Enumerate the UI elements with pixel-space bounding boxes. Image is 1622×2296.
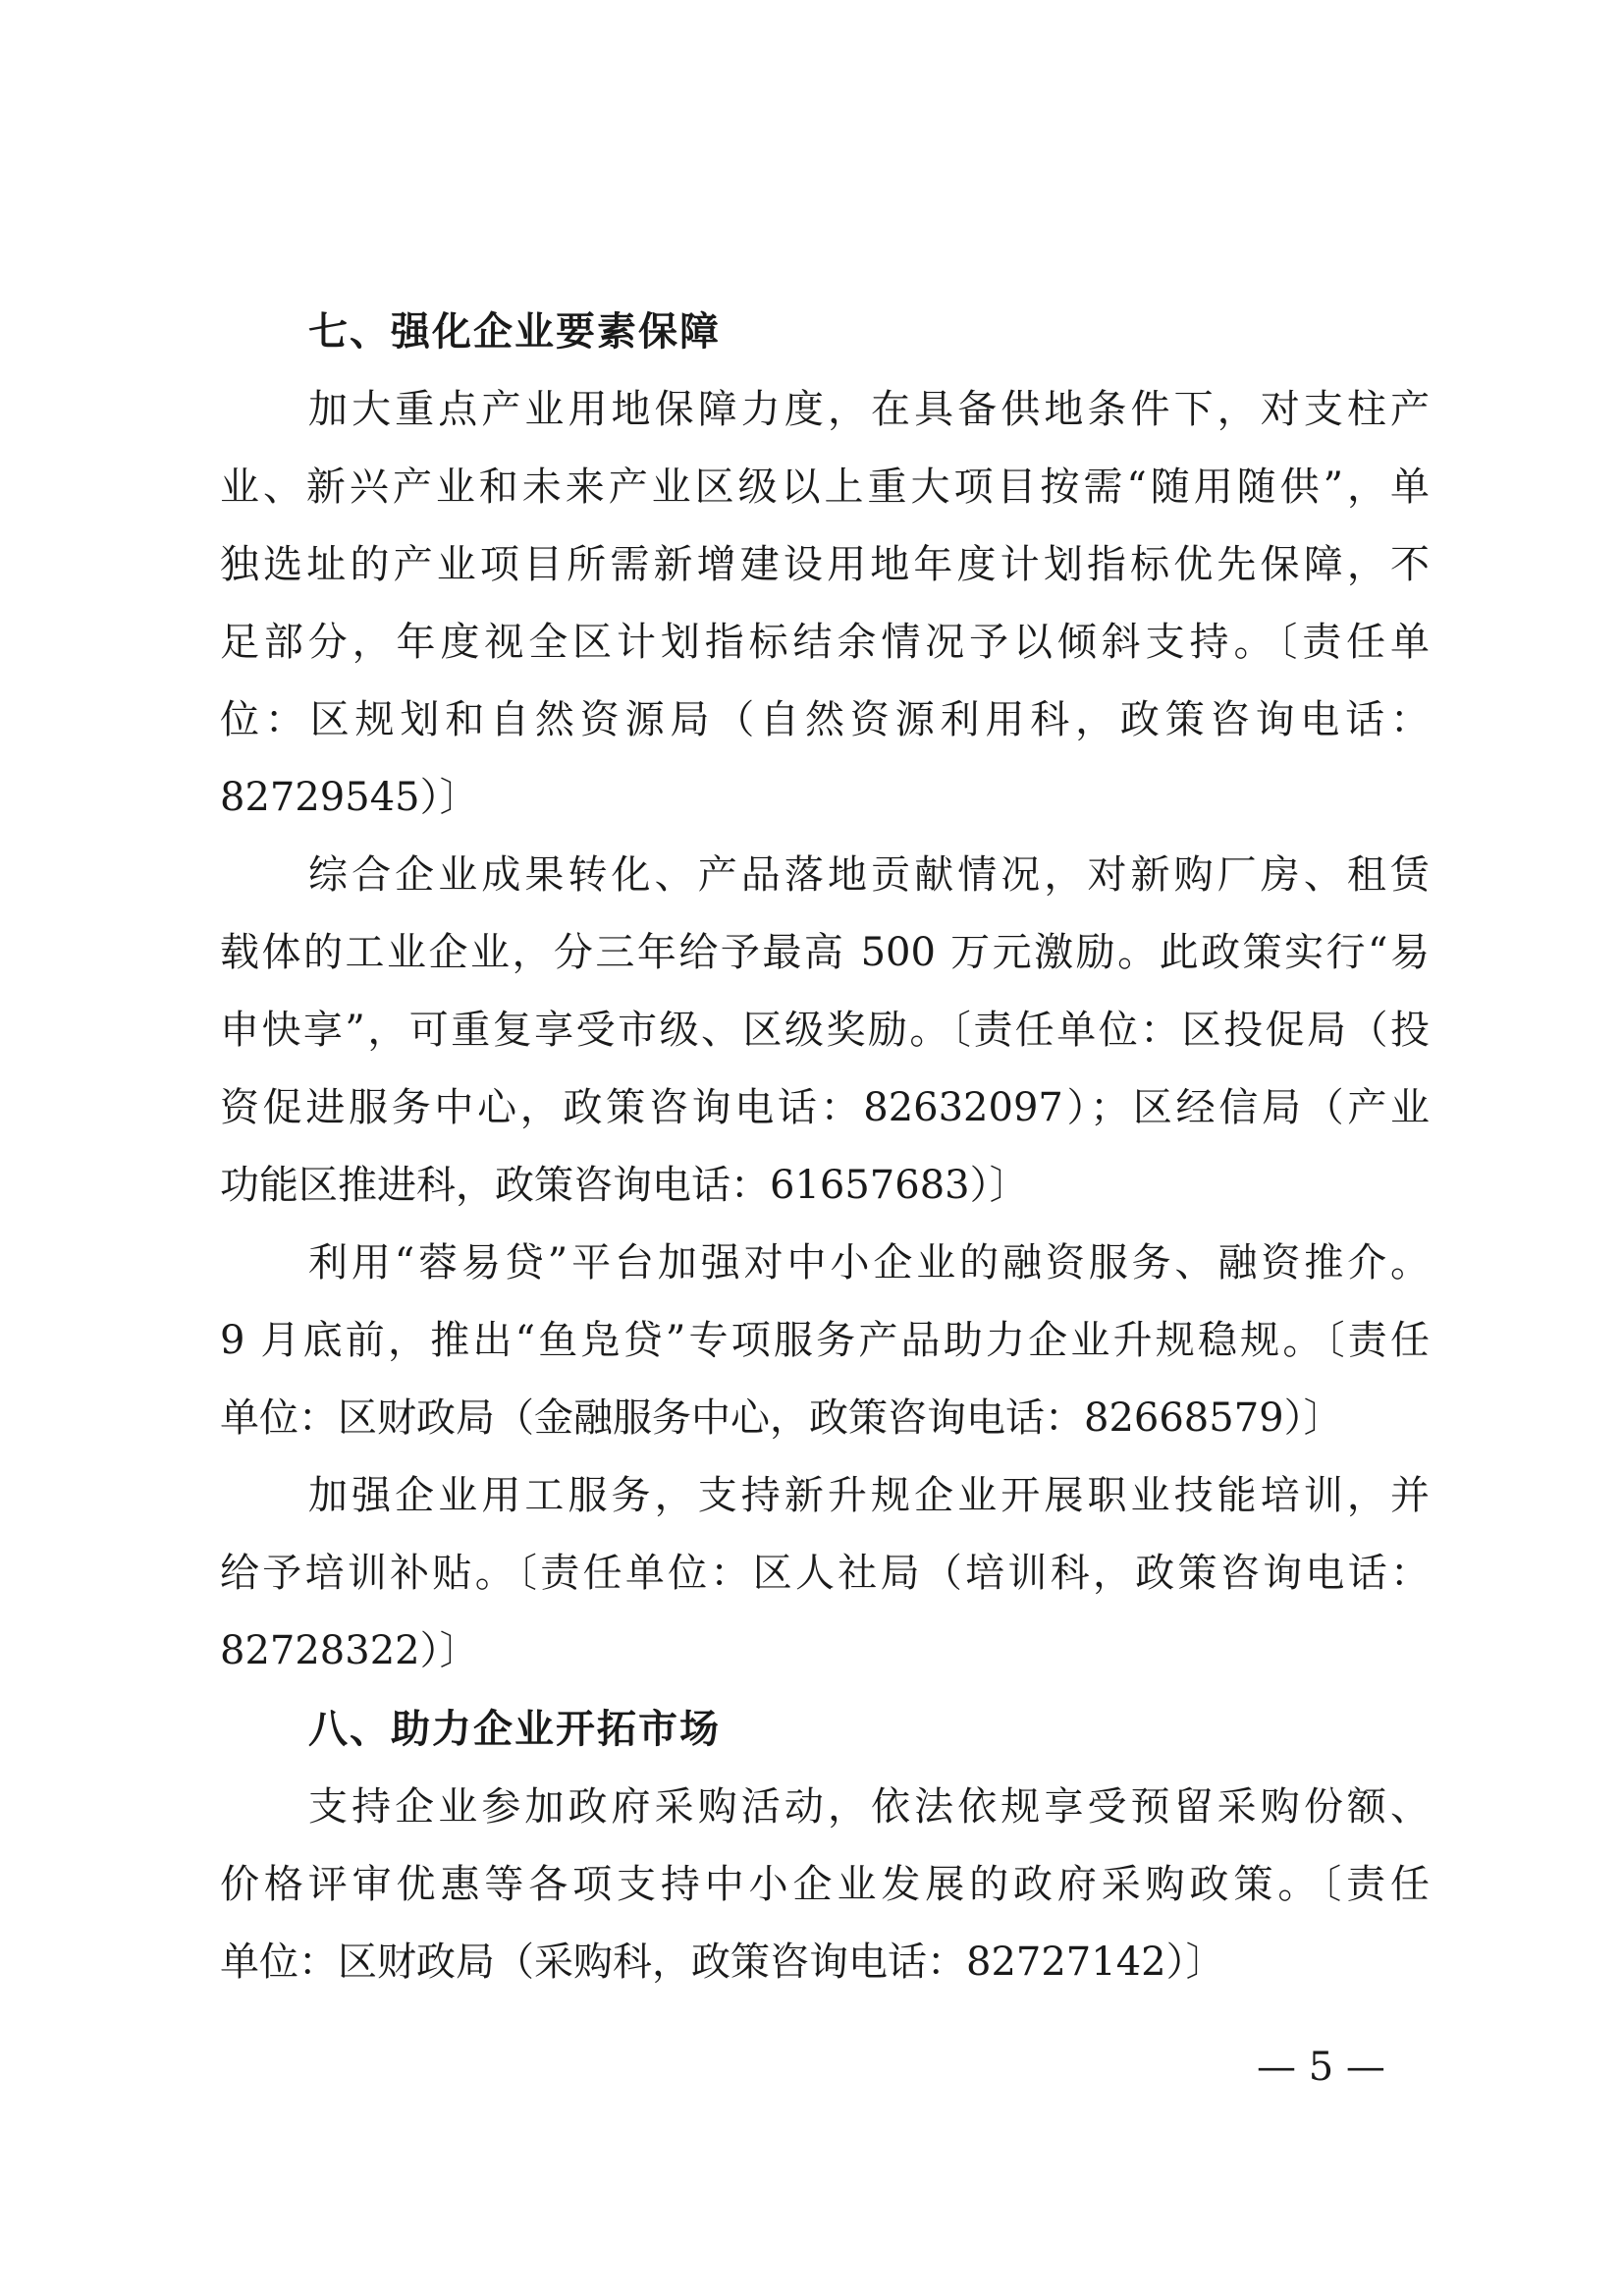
- document-body: [220, 293, 1430, 2001]
- paragraph: [220, 1769, 1430, 2001]
- text-line: 业、新兴产业和未来产业区级以上重大项目按需“随用随供”，单: [220, 465, 1430, 510]
- text-line: 独选址的产业项目所需新增建设用地年度计划指标优先保障，不: [220, 542, 1430, 587]
- paragraph: [220, 837, 1430, 1225]
- text-line: 单位：区财政局（金融服务中心，政策咨询电话：82668579）〕: [220, 1395, 1343, 1441]
- text-line: 单位：区财政局（采购科，政策咨询电话：82727142）〕: [220, 1940, 1225, 1985]
- text-line: 资促进服务中心，政策咨询电话：82632097）；区经信局（产业: [220, 1085, 1430, 1130]
- text-line: 载体的工业企业，分三年给予最高 500 万元激励。此政策实行“易: [220, 930, 1430, 975]
- text-line: 功能区推进科，政策咨询电话：61657683）〕: [220, 1163, 1029, 1208]
- text-line: 82729545）〕: [220, 775, 479, 820]
- paragraph: [220, 1225, 1430, 1457]
- paragraph: [220, 1457, 1430, 1690]
- text-line: 给予培训补贴。〔责任单位：区人社局（培训科，政策咨询电话：: [220, 1551, 1430, 1596]
- text-line: 支持企业参加政府采购活动，依法依规享受预留采购份额、: [308, 1784, 1430, 1830]
- text-line: 申快享”，可重复享受市级、区级奖励。〔责任单位：区投促局（投: [220, 1008, 1430, 1053]
- paragraph: [220, 371, 1430, 837]
- section-heading: 七、强化企业要素保障: [308, 309, 721, 355]
- text-line: 82728322）〕: [220, 1628, 479, 1673]
- text-line: 综合企业成果转化、产品落地贡献情况，对新购厂房、租赁: [308, 852, 1430, 898]
- page-number: — 5 —: [1257, 2045, 1385, 2090]
- text-line: 9 月底前，推出“鱼凫贷”专项服务产品助力企业升规稳规。〔责任: [220, 1318, 1430, 1363]
- text-line: 足部分，年度视全区计划指标结余情况予以倾斜支持。〔责任单: [220, 620, 1430, 665]
- section-heading: 八、助力企业开拓市场: [308, 1707, 721, 1752]
- text-line: 利用“蓉易贷”平台加强对中小企业的融资服务、融资推介。: [308, 1240, 1430, 1285]
- text-line: 价格评审优惠等各项支持中小企业发展的政府采购政策。〔责任: [220, 1862, 1430, 1907]
- text-line: 加强企业用工服务，支持新升规企业开展职业技能培训，并: [308, 1473, 1430, 1518]
- text-line: 加大重点产业用地保障力度，在具备供地条件下，对支柱产: [308, 387, 1430, 432]
- text-line: 位：区规划和自然资源局（自然资源利用科，政策咨询电话：: [220, 697, 1430, 742]
